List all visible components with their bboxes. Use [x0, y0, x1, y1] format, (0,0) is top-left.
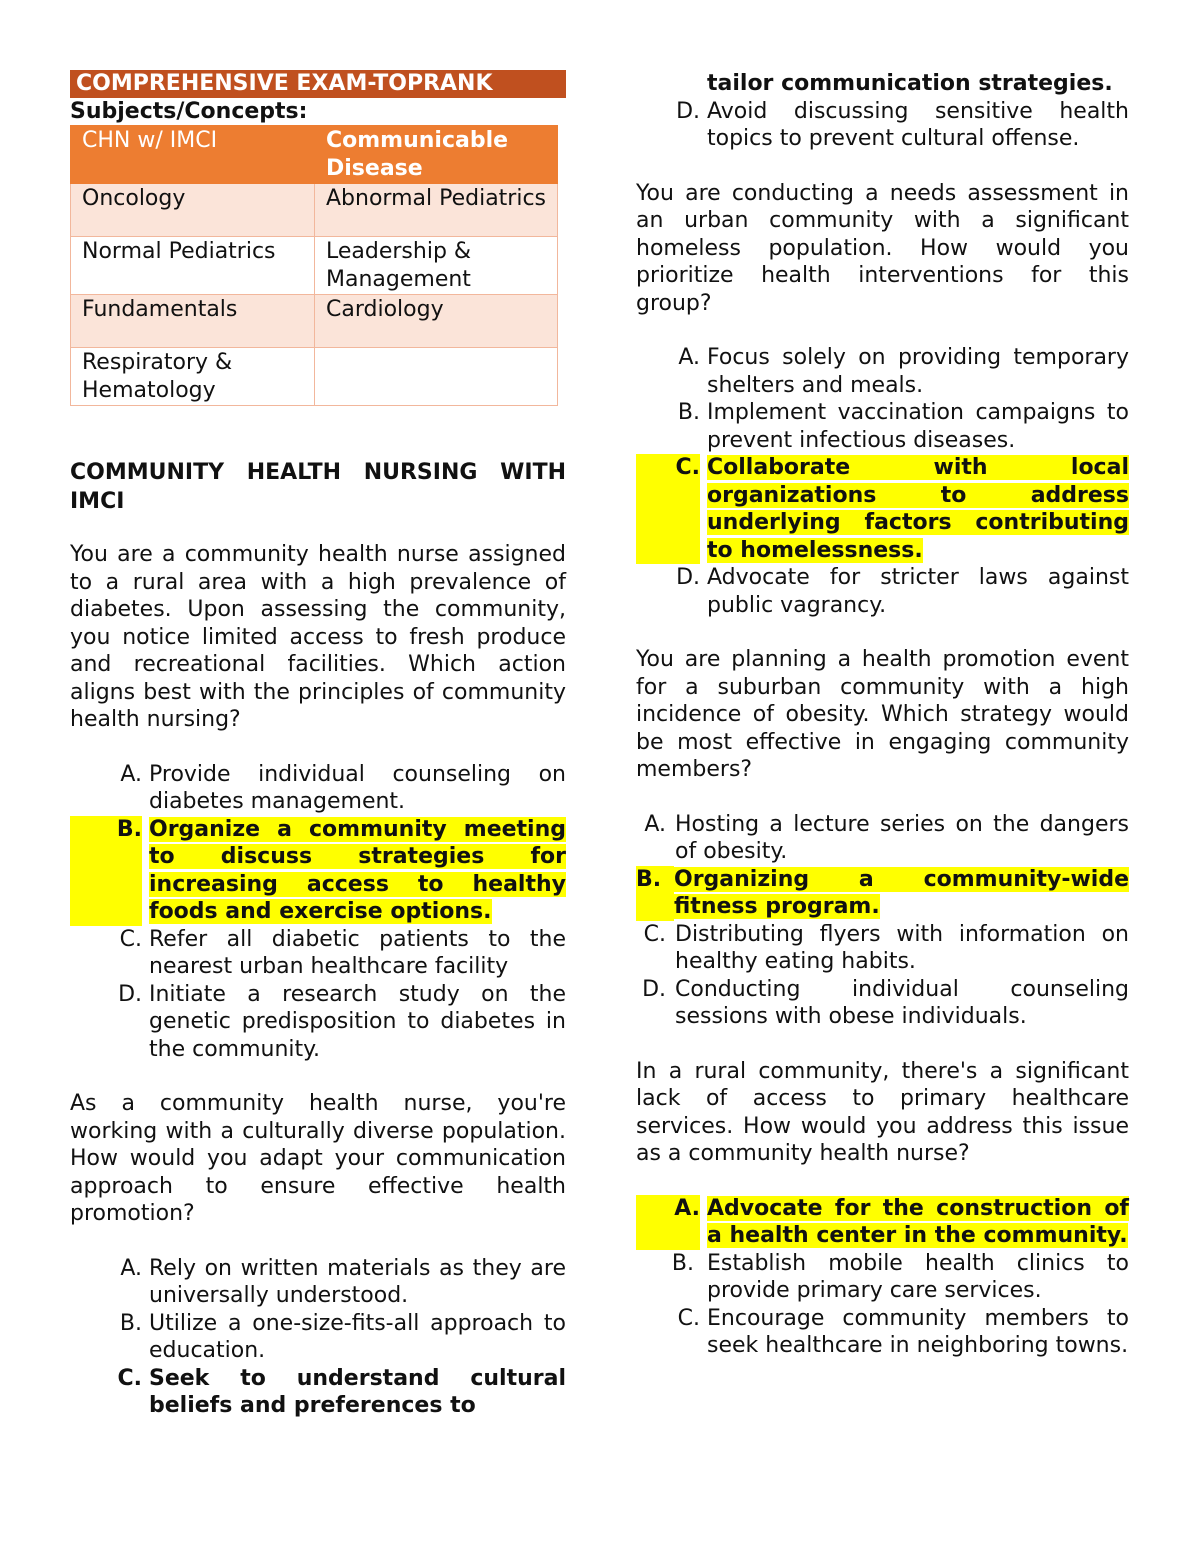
option-item: [636, 976, 1129, 1031]
option-text: Rely on written materials as they are universally understood.: [149, 1255, 566, 1308]
highlighted-answer: Collaborate with local organizations to address underlying factors contributing to homelessness.: [707, 455, 1129, 563]
option-label: C.: [677, 1305, 700, 1331]
option-label: A.: [120, 1255, 142, 1281]
option-item: [636, 399, 1129, 454]
right-column: [636, 70, 1129, 1387]
table-row: [71, 237, 558, 295]
option-item-answer: [636, 1195, 1129, 1250]
option-label: C.: [643, 921, 666, 947]
option-item: [636, 1250, 1129, 1305]
option-list: [70, 1255, 566, 1420]
table-cell: Leadership & Management: [315, 237, 558, 295]
option-label: B.: [119, 1310, 142, 1336]
exam-banner: COMPREHENSIVE EXAM-TOPRANK: [70, 70, 566, 98]
option-list: [636, 344, 1129, 619]
subjects-label: Subjects/Concepts:: [70, 99, 308, 124]
highlighted-answer: Organizing a community-wide fitness program.: [674, 866, 1129, 919]
option-label: D.: [676, 98, 700, 124]
option-label: B.: [677, 400, 700, 425]
table-cell: Abnormal Pediatrics: [315, 184, 558, 237]
option-label: A.: [120, 761, 142, 787]
option-label: D.: [118, 981, 142, 1007]
option-item: [636, 921, 1129, 976]
table-row: [71, 348, 558, 406]
table-row: [71, 295, 558, 348]
left-column: [70, 70, 566, 1420]
highlighted-answer: Organize a community meeting to discuss strategies for increasing access to healthy foods and exercise options.: [149, 816, 566, 924]
option-label: D.: [676, 565, 700, 590]
question-stem: You are planning a health promotion event for a suburban community with a high incidence of obesity. Which strategy would be most effective in engaging community members?: [636, 647, 1129, 782]
option-text: Seek to understand cultural beliefs and preferences to: [149, 1365, 566, 1418]
option-label: A.: [678, 345, 700, 370]
option-item: [636, 811, 1129, 866]
option-list: [70, 761, 566, 1064]
table-cell: Oncology: [71, 184, 315, 237]
option-continuation: [636, 70, 1129, 98]
option-label: A.: [644, 811, 666, 837]
option-text: Utilize a one-size-fits-all approach to education.: [149, 1310, 566, 1363]
option-label: C.: [119, 926, 142, 952]
option-list: [636, 1195, 1129, 1360]
table-cell: Cardiology: [315, 295, 558, 348]
option-text: Refer all diabetic patients to the nearest urban healthcare facility: [149, 926, 566, 979]
subjects-table: [70, 125, 558, 406]
option-item: [636, 1305, 1129, 1360]
question-stem: You are a community health nurse assigned to a rural area with a high prevalence of diabetes. Upon assessing the community, you notice limited access to fresh produce and recreational facilities. Which action aligns best with the principles of community health nursing?: [70, 542, 566, 732]
option-item: [636, 344, 1129, 399]
option-item-answer: [70, 1365, 566, 1420]
option-item: [636, 98, 1129, 153]
highlighted-answer: Advocate for the construction of a health center in the community.: [707, 1195, 1129, 1248]
option-label: B.: [671, 1250, 694, 1276]
subjects-table-header: [71, 126, 558, 184]
option-label: A.: [636, 1195, 700, 1250]
option-text: Avoid discussing sensitive health topics to prevent cultural offense.: [707, 98, 1129, 151]
table-cell: Communicable Disease: [315, 126, 558, 184]
option-label: B.: [70, 816, 142, 926]
option-label: B.: [636, 866, 674, 921]
option-label: D.: [642, 976, 666, 1002]
option-text: Conducting individual counseling sessions with obese individuals.: [675, 976, 1129, 1029]
question-stem: In a rural community, there's a significant lack of access to primary healthcare services. How would you address this issue as a community health nurse?: [636, 1058, 1129, 1166]
question-stem: You are conducting a needs assessment in an urban community with a significant homeless population. How would you prioritize health interventions for this group?: [636, 180, 1129, 316]
option-item: [70, 1310, 566, 1365]
option-item: [70, 1255, 566, 1310]
option-item-answer: [636, 454, 1129, 564]
table-cell: Fundamentals: [71, 295, 315, 348]
option-text: Initiate a research study on the genetic predisposition to diabetes in the community.: [149, 981, 566, 1062]
option-item-answer: [70, 816, 566, 926]
option-item: [70, 981, 566, 1064]
table-row: [71, 184, 558, 237]
question-stem: As a community health nurse, you're working with a culturally diverse population. How would you adapt your communication approach to ensure effective health promotion?: [70, 1091, 566, 1226]
table-cell: CHN w/ IMCI: [71, 126, 315, 184]
option-text: Provide individual counseling on diabetes management.: [149, 761, 566, 814]
option-item: [636, 564, 1129, 619]
option-text: Advocate for stricter laws against public vagrancy.: [707, 565, 1129, 618]
option-text: Hosting a lecture series on the dangers of obesity.: [675, 811, 1129, 864]
option-list: [636, 811, 1129, 1031]
option-text: Distributing flyers with information on healthy eating habits.: [675, 921, 1129, 974]
option-text: Implement vaccination campaigns to prevent infectious diseases.: [707, 400, 1129, 453]
option-list: [636, 98, 1129, 153]
table-cell: Normal Pediatrics: [71, 237, 315, 295]
option-item: [70, 926, 566, 981]
option-text: Encourage community members to seek healthcare in neighboring towns.: [707, 1305, 1129, 1358]
option-item-answer: [636, 866, 1129, 921]
option-label: C.: [117, 1365, 142, 1391]
section-title: COMMUNITY HEALTH NURSING WITH IMCI: [70, 460, 566, 514]
option-text: Establish mobile health clinics to provide primary care services.: [707, 1250, 1129, 1303]
option-label: C.: [636, 454, 700, 564]
table-cell: [315, 348, 558, 406]
option-text-continued: tailor communication strategies.: [707, 71, 1113, 96]
table-cell: Respiratory & Hematology: [71, 348, 315, 406]
option-text: Focus solely on providing temporary shelters and meals.: [707, 345, 1129, 398]
option-item: [70, 761, 566, 816]
